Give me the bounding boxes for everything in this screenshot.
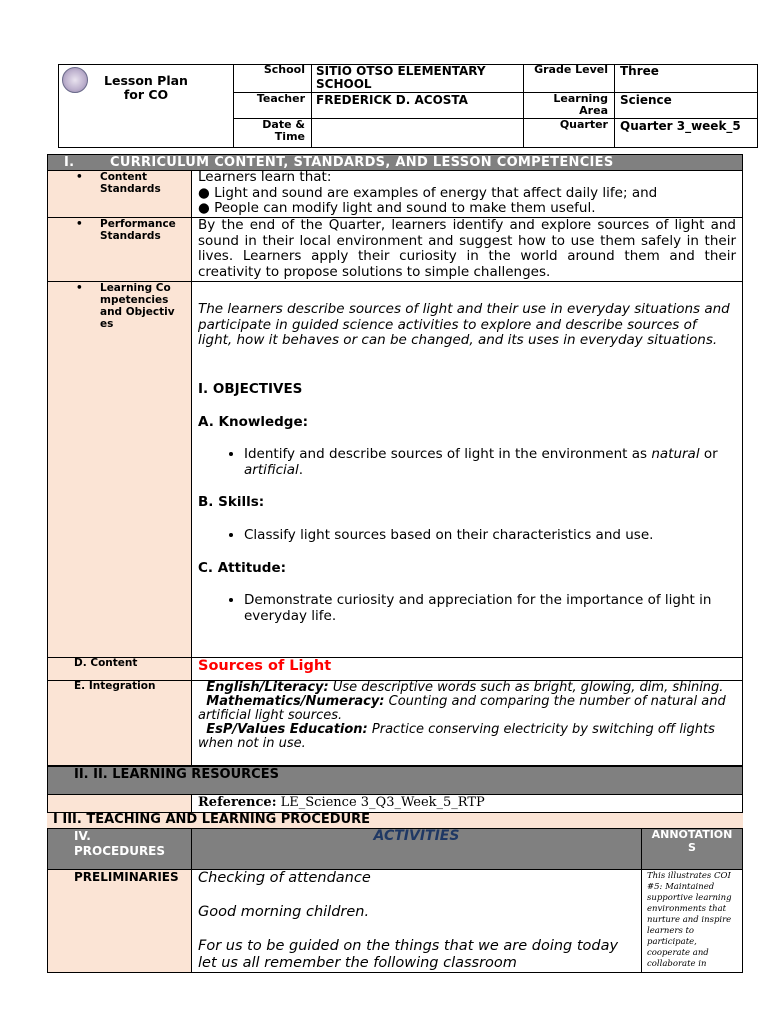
content-standards-text [198, 170, 738, 217]
integration-subject: EsP/Values Education: [206, 722, 368, 737]
header-divider-h1 [233, 92, 758, 93]
content-standards-label: Content Standards [100, 171, 161, 195]
integration-subject: Mathematics/Numeracy: [206, 694, 385, 709]
attitude-item: • Demonstrate curiosity and appreciation for the importance of light in everyday life. [244, 593, 733, 624]
skills-list [198, 528, 733, 544]
reference-label-cell [47, 794, 192, 813]
section-3-header [47, 813, 743, 828]
knowledge-item: • Identify and describe sources of light in the environment as natural or artificial. [244, 447, 733, 478]
integration-list [198, 681, 738, 751]
content-standards-intro: Learners learn that: [198, 169, 332, 185]
section-3-title: I III. TEACHING AND LEARNING PROCEDURE [53, 812, 371, 827]
school-value: SITIO OTSO ELEMENTARY SCHOOL [316, 64, 486, 91]
knowledge-heading: A. Knowledge: [198, 414, 309, 430]
content-label: D. Content [74, 657, 138, 669]
competencies-bullet: • [76, 282, 83, 294]
section-1-number: I. [64, 155, 75, 170]
performance-standards-bullet: • [76, 218, 83, 230]
activity-line: For us to be guided on the things that we are doing today let us all remember the following classroom [198, 938, 619, 971]
quarter-value: Quarter 3_week_5 [620, 119, 741, 133]
school-label: School [263, 63, 305, 76]
content-standards-bullet: • [76, 171, 83, 183]
performance-standards-label: Performance Standards [100, 218, 176, 242]
knowledge-list [198, 447, 733, 478]
integration-label: E. Integration [74, 680, 156, 692]
reference-label: Reference: [198, 795, 277, 810]
teacher-value: FREDERICK D. ACOSTA [316, 93, 468, 107]
content-value: Sources of Light [198, 658, 332, 674]
header-divider-v3 [523, 64, 524, 148]
content-standards-item-1: ● Light and sound are examples of energy that affect daily life; and [198, 184, 658, 201]
skills-heading: B. Skills: [198, 494, 265, 510]
teacher-label: Teacher [256, 92, 305, 105]
header-divider-v4 [614, 64, 615, 148]
activities-heading: ACTIVITIES [373, 828, 460, 844]
activity-line: Checking of attendance [198, 870, 371, 886]
competencies-label: Learning Competencies and Objectives [100, 282, 175, 330]
integration-item: EsP/Values Education: Practice conserving electricity by switching off lights when not in use. [198, 722, 715, 751]
competencies-intro: The learners describe sources of light and their use in everyday situations and participate in guided science activities to explore and describe sources of light, how it behaves or can be changed, and its uses in everyday situations. [198, 301, 730, 348]
activity-line: Good morning children. [198, 904, 370, 920]
grade-value: Three [620, 64, 659, 78]
preliminaries-activities [198, 870, 636, 972]
attitude-heading: C. Attitude: [198, 560, 287, 576]
integration-label-cell [47, 680, 192, 766]
annotation-text: This illustrates COI #5: Maintained supportive learning environments that nurture and inspire learners to participate, cooperate and collaborate in [647, 871, 732, 969]
performance-standards-text: By the end of the Quarter, learners identify and explore sources of light and sound in their local environment and suggest how to use them safely in their lives. Learners apply their curiosity in the world around them and their creativity to propose solutions to simple challenges. [198, 217, 736, 280]
learning-area-label: Learning Area [553, 92, 608, 117]
section-2-title: II. II. LEARNING RESOURCES [74, 767, 279, 782]
competencies-label-cell [47, 281, 192, 658]
deped-seal-icon [62, 67, 88, 93]
section-2-header [47, 766, 743, 795]
integration-subject: English/Literacy: [206, 680, 329, 695]
date-time-label: Date & Time [262, 118, 305, 143]
section-1-header [47, 154, 743, 171]
preliminaries-label: PRELIMINARIES [74, 870, 179, 884]
procedures-heading: IV. PROCEDURES [74, 829, 166, 858]
header-divider-v2 [311, 64, 312, 148]
skills-item: • Classify light sources based on their characteristics and use. [244, 528, 733, 544]
integration-item: English/Literacy: Use descriptive words such as bright, glowing, dim, shining. [206, 680, 724, 695]
content-standards-item-2: ● People can modify light and sound to make them useful. [198, 200, 596, 216]
objectives-heading: I. OBJECTIVES [198, 381, 303, 397]
reference-text [198, 795, 485, 810]
reference-value: LE_Science 3_Q3_Week_5_RTP [276, 795, 485, 810]
integration-item: Mathematics/Numeracy: Counting and comparing the number of natural and artificial light sources. [198, 694, 726, 723]
quarter-label: Quarter [559, 118, 608, 131]
annotations-heading: ANNOTATIONS [651, 828, 733, 854]
section-1-title: CURRICULUM CONTENT, STANDARDS, AND LESSON COMPETENCIES [110, 155, 614, 170]
header-divider-v1 [233, 64, 234, 148]
lesson-plan-title: Lesson Plan for CO [104, 73, 188, 102]
learning-area-value: Science [620, 93, 672, 107]
grade-label: Grade Level [534, 63, 608, 76]
attitude-list [198, 593, 733, 624]
